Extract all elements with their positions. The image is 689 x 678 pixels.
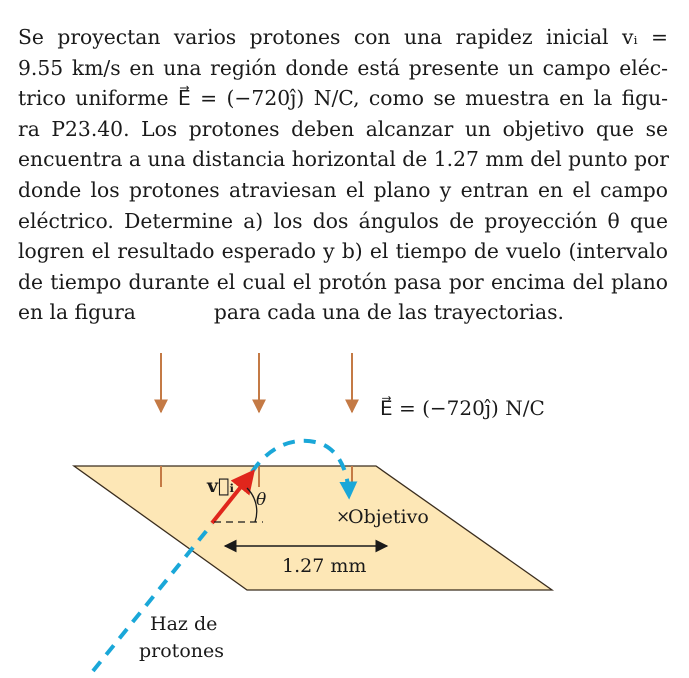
field-label: E⃗ = (−720ĵ) N/C: [380, 396, 545, 420]
problem-line: donde los protones atraviesan el plano y entran en el campo: [18, 177, 668, 202]
problem-line: ra P23.40. Los protones deben alcanzar un objetivo que se: [18, 116, 668, 141]
distance-label: 1.27 mm: [282, 555, 367, 577]
problem-line: Se proyectan varios protones con una rapidez inicial vᵢ =: [18, 25, 668, 49]
problem-line-end: para cada una de las trayectorias.: [213, 300, 564, 325]
problem-line: de tiempo durante el cual el protón pasa por encima del plano: [18, 269, 668, 294]
problem-line: trico uniforme E⃗ = (−720ĵ) N/C, como se muestra en la figu-: [18, 86, 668, 111]
problem-line: eléctrico. Determine a) los dos ángulos de proyección θ que: [18, 208, 668, 233]
problem-line: encuentra a una distancia horizontal de 1.27 mm del punto por: [18, 147, 669, 172]
angle-label: θ: [256, 490, 267, 510]
problem-line: logren el resultado esperado y b) el tiempo de vuelo (intervalo: [18, 239, 668, 264]
beam-label-line-2: protones: [139, 640, 224, 662]
target-x-icon: ×: [336, 507, 351, 527]
velocity-label: v⃗ᵢ: [207, 475, 234, 497]
problem-line: en la figura: [18, 300, 136, 325]
beam-label-line-1: Haz de: [150, 613, 218, 635]
problem-line: 9.55 km/s en una región donde está presente un campo eléc-: [18, 55, 668, 80]
target-label: Objetivo: [348, 506, 429, 528]
